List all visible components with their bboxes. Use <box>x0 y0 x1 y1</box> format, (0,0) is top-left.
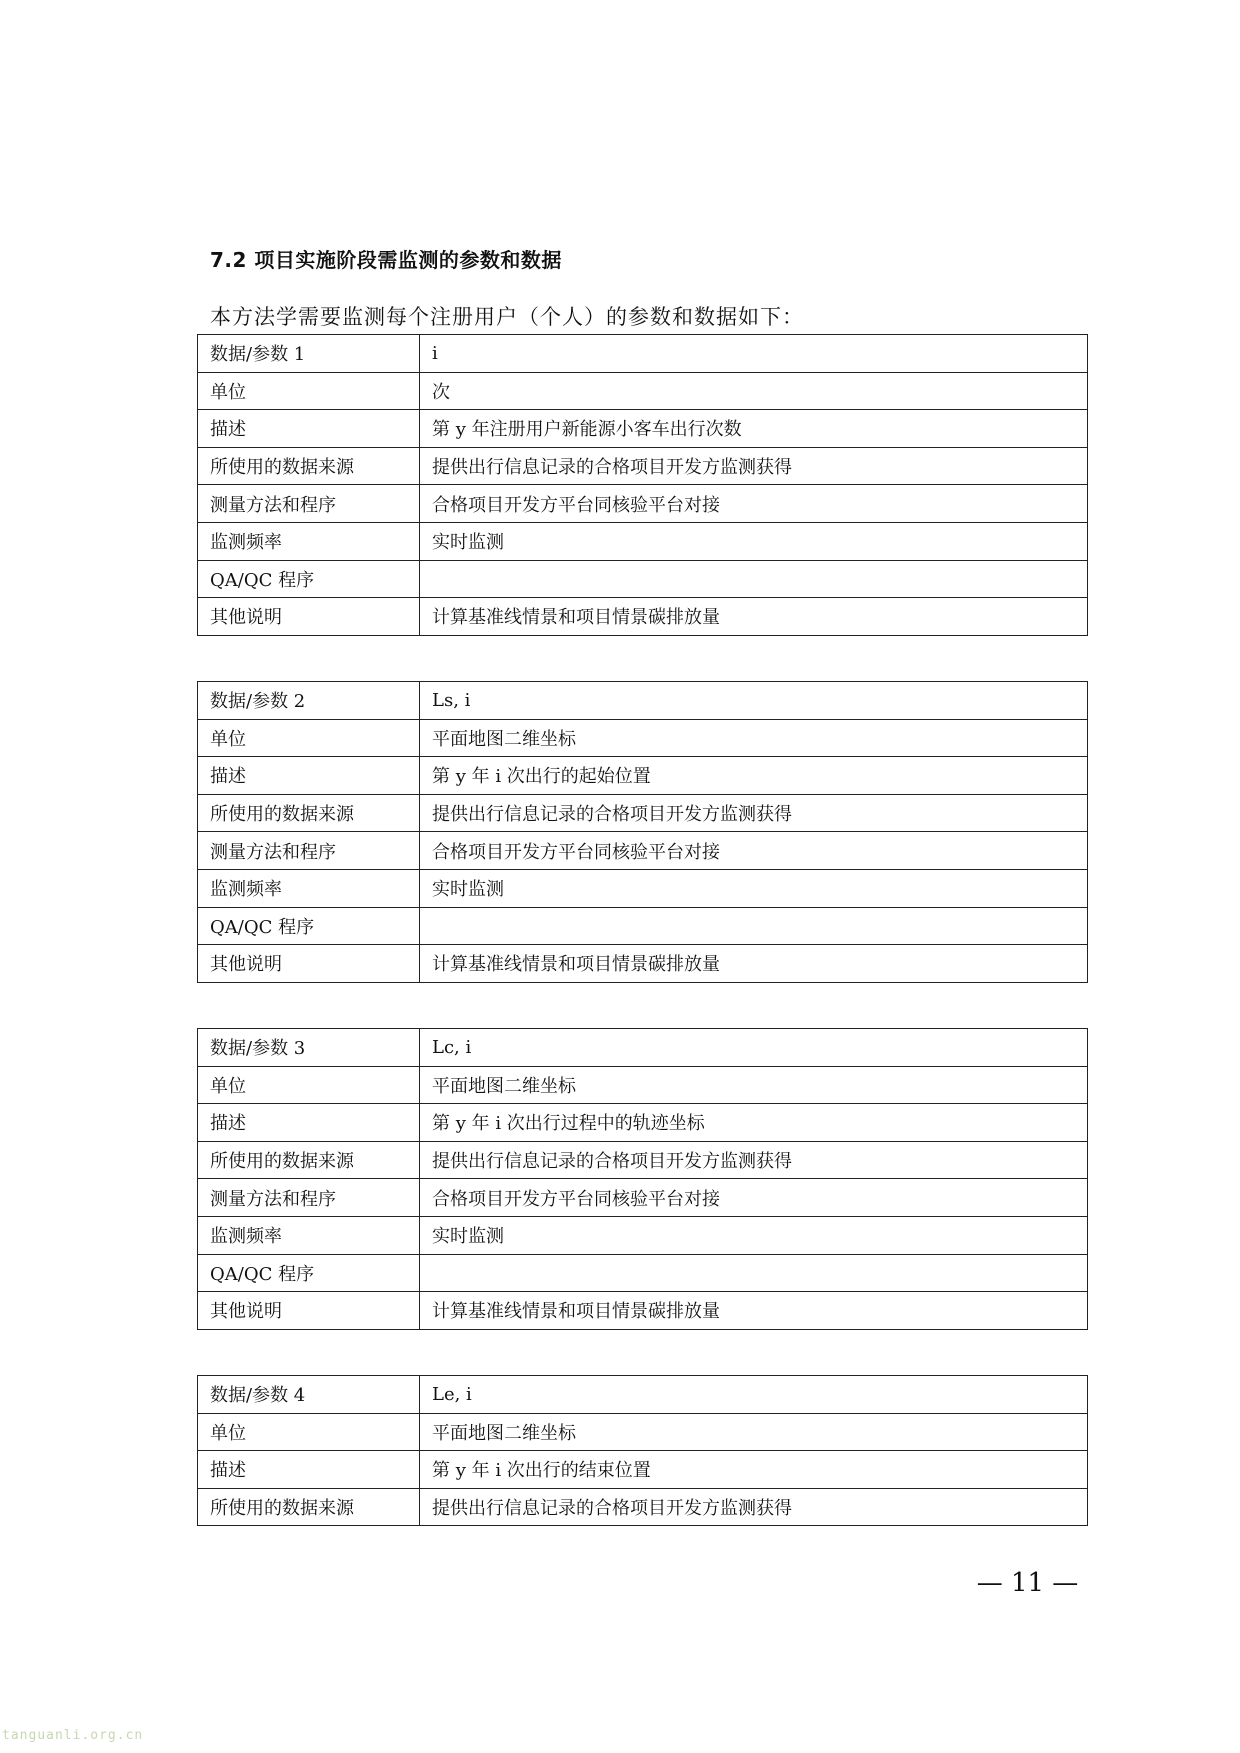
row-value: 合格项目开发方平台同核验平台对接 <box>420 485 1088 523</box>
row-value: 计算基准线情景和项目情景碳排放量 <box>420 945 1088 983</box>
table-row <box>198 794 1088 832</box>
row-label: 测量方法和程序 <box>198 832 420 870</box>
row-value: Le, i <box>420 1376 1088 1414</box>
row-value: 合格项目开发方平台同核验平台对接 <box>420 1179 1088 1217</box>
table-row <box>198 1376 1088 1414</box>
section-heading: 7.2 项目实施阶段需监测的参数和数据 <box>210 248 562 272</box>
row-value: Lc, i <box>420 1029 1088 1067</box>
row-label: 数据/参数 4 <box>198 1376 420 1414</box>
table-row <box>198 1029 1088 1067</box>
row-label: 其他说明 <box>198 598 420 636</box>
row-label: 数据/参数 1 <box>198 335 420 373</box>
row-value: 平面地图二维坐标 <box>420 1413 1088 1451</box>
table-row <box>198 757 1088 795</box>
table-row <box>198 907 1088 945</box>
row-value: 第 y 年 i 次出行的起始位置 <box>420 757 1088 795</box>
intro-paragraph: 本方法学需要监测每个注册用户（个人）的参数和数据如下： <box>210 305 804 329</box>
row-value: 第 y 年注册用户新能源小客车出行次数 <box>420 410 1088 448</box>
row-label: 所使用的数据来源 <box>198 1488 420 1526</box>
row-label: 描述 <box>198 757 420 795</box>
row-value <box>420 907 1088 945</box>
table-row <box>198 1216 1088 1254</box>
page-number: — 11 — <box>976 1568 1079 1598</box>
row-label: 单位 <box>198 719 420 757</box>
row-label: 描述 <box>198 1104 420 1142</box>
row-label: 其他说明 <box>198 1292 420 1330</box>
row-value <box>420 560 1088 598</box>
table-row <box>198 1104 1088 1142</box>
row-label: 单位 <box>198 1066 420 1104</box>
row-label: 数据/参数 2 <box>198 682 420 720</box>
row-value <box>420 1254 1088 1292</box>
row-label: 所使用的数据来源 <box>198 447 420 485</box>
row-value: 实时监测 <box>420 869 1088 907</box>
row-value: 提供出行信息记录的合格项目开发方监测获得 <box>420 794 1088 832</box>
row-label: QA/QC 程序 <box>198 560 420 598</box>
row-label: 监测频率 <box>198 869 420 907</box>
row-value: 实时监测 <box>420 522 1088 560</box>
row-value: 计算基准线情景和项目情景碳排放量 <box>420 598 1088 636</box>
parameter-table-2 <box>197 681 1088 983</box>
row-label: 测量方法和程序 <box>198 1179 420 1217</box>
table-row <box>198 1413 1088 1451</box>
row-value: 第 y 年 i 次出行的结束位置 <box>420 1451 1088 1489</box>
parameter-table-1 <box>197 334 1088 636</box>
table-row <box>198 410 1088 448</box>
row-value: 第 y 年 i 次出行过程中的轨迹坐标 <box>420 1104 1088 1142</box>
row-label: 其他说明 <box>198 945 420 983</box>
row-value: 提供出行信息记录的合格项目开发方监测获得 <box>420 1488 1088 1526</box>
row-value: 提供出行信息记录的合格项目开发方监测获得 <box>420 447 1088 485</box>
table-row <box>198 1179 1088 1217</box>
row-label: 监测频率 <box>198 1216 420 1254</box>
row-value: 提供出行信息记录的合格项目开发方监测获得 <box>420 1141 1088 1179</box>
parameter-table-4 <box>197 1375 1088 1526</box>
table-row <box>198 522 1088 560</box>
table-row <box>198 1254 1088 1292</box>
row-label: 数据/参数 3 <box>198 1029 420 1067</box>
table-row <box>198 335 1088 373</box>
row-value: 平面地图二维坐标 <box>420 719 1088 757</box>
row-label: QA/QC 程序 <box>198 907 420 945</box>
table-row <box>198 372 1088 410</box>
parameter-table-3 <box>197 1028 1088 1330</box>
table-row <box>198 832 1088 870</box>
row-value: 计算基准线情景和项目情景碳排放量 <box>420 1292 1088 1330</box>
table-row <box>198 719 1088 757</box>
row-label: 描述 <box>198 410 420 448</box>
row-label: 监测频率 <box>198 522 420 560</box>
table-row <box>198 560 1088 598</box>
row-value: 实时监测 <box>420 1216 1088 1254</box>
table-row <box>198 447 1088 485</box>
row-value: Ls, i <box>420 682 1088 720</box>
table-row <box>198 1066 1088 1104</box>
table-row <box>198 1451 1088 1489</box>
row-label: 测量方法和程序 <box>198 485 420 523</box>
table-row <box>198 485 1088 523</box>
row-label: 所使用的数据来源 <box>198 794 420 832</box>
row-label: 单位 <box>198 372 420 410</box>
row-label: 所使用的数据来源 <box>198 1141 420 1179</box>
table-row <box>198 1488 1088 1526</box>
watermark: tanguanli.org.cn <box>2 1728 144 1743</box>
row-value: 合格项目开发方平台同核验平台对接 <box>420 832 1088 870</box>
row-label: QA/QC 程序 <box>198 1254 420 1292</box>
row-label: 描述 <box>198 1451 420 1489</box>
table-row <box>198 598 1088 636</box>
table-row <box>198 945 1088 983</box>
row-value: 平面地图二维坐标 <box>420 1066 1088 1104</box>
row-label: 单位 <box>198 1413 420 1451</box>
row-value: 次 <box>420 372 1088 410</box>
table-row <box>198 682 1088 720</box>
table-row <box>198 1141 1088 1179</box>
table-row <box>198 869 1088 907</box>
row-value: i <box>420 335 1088 373</box>
table-row <box>198 1292 1088 1330</box>
